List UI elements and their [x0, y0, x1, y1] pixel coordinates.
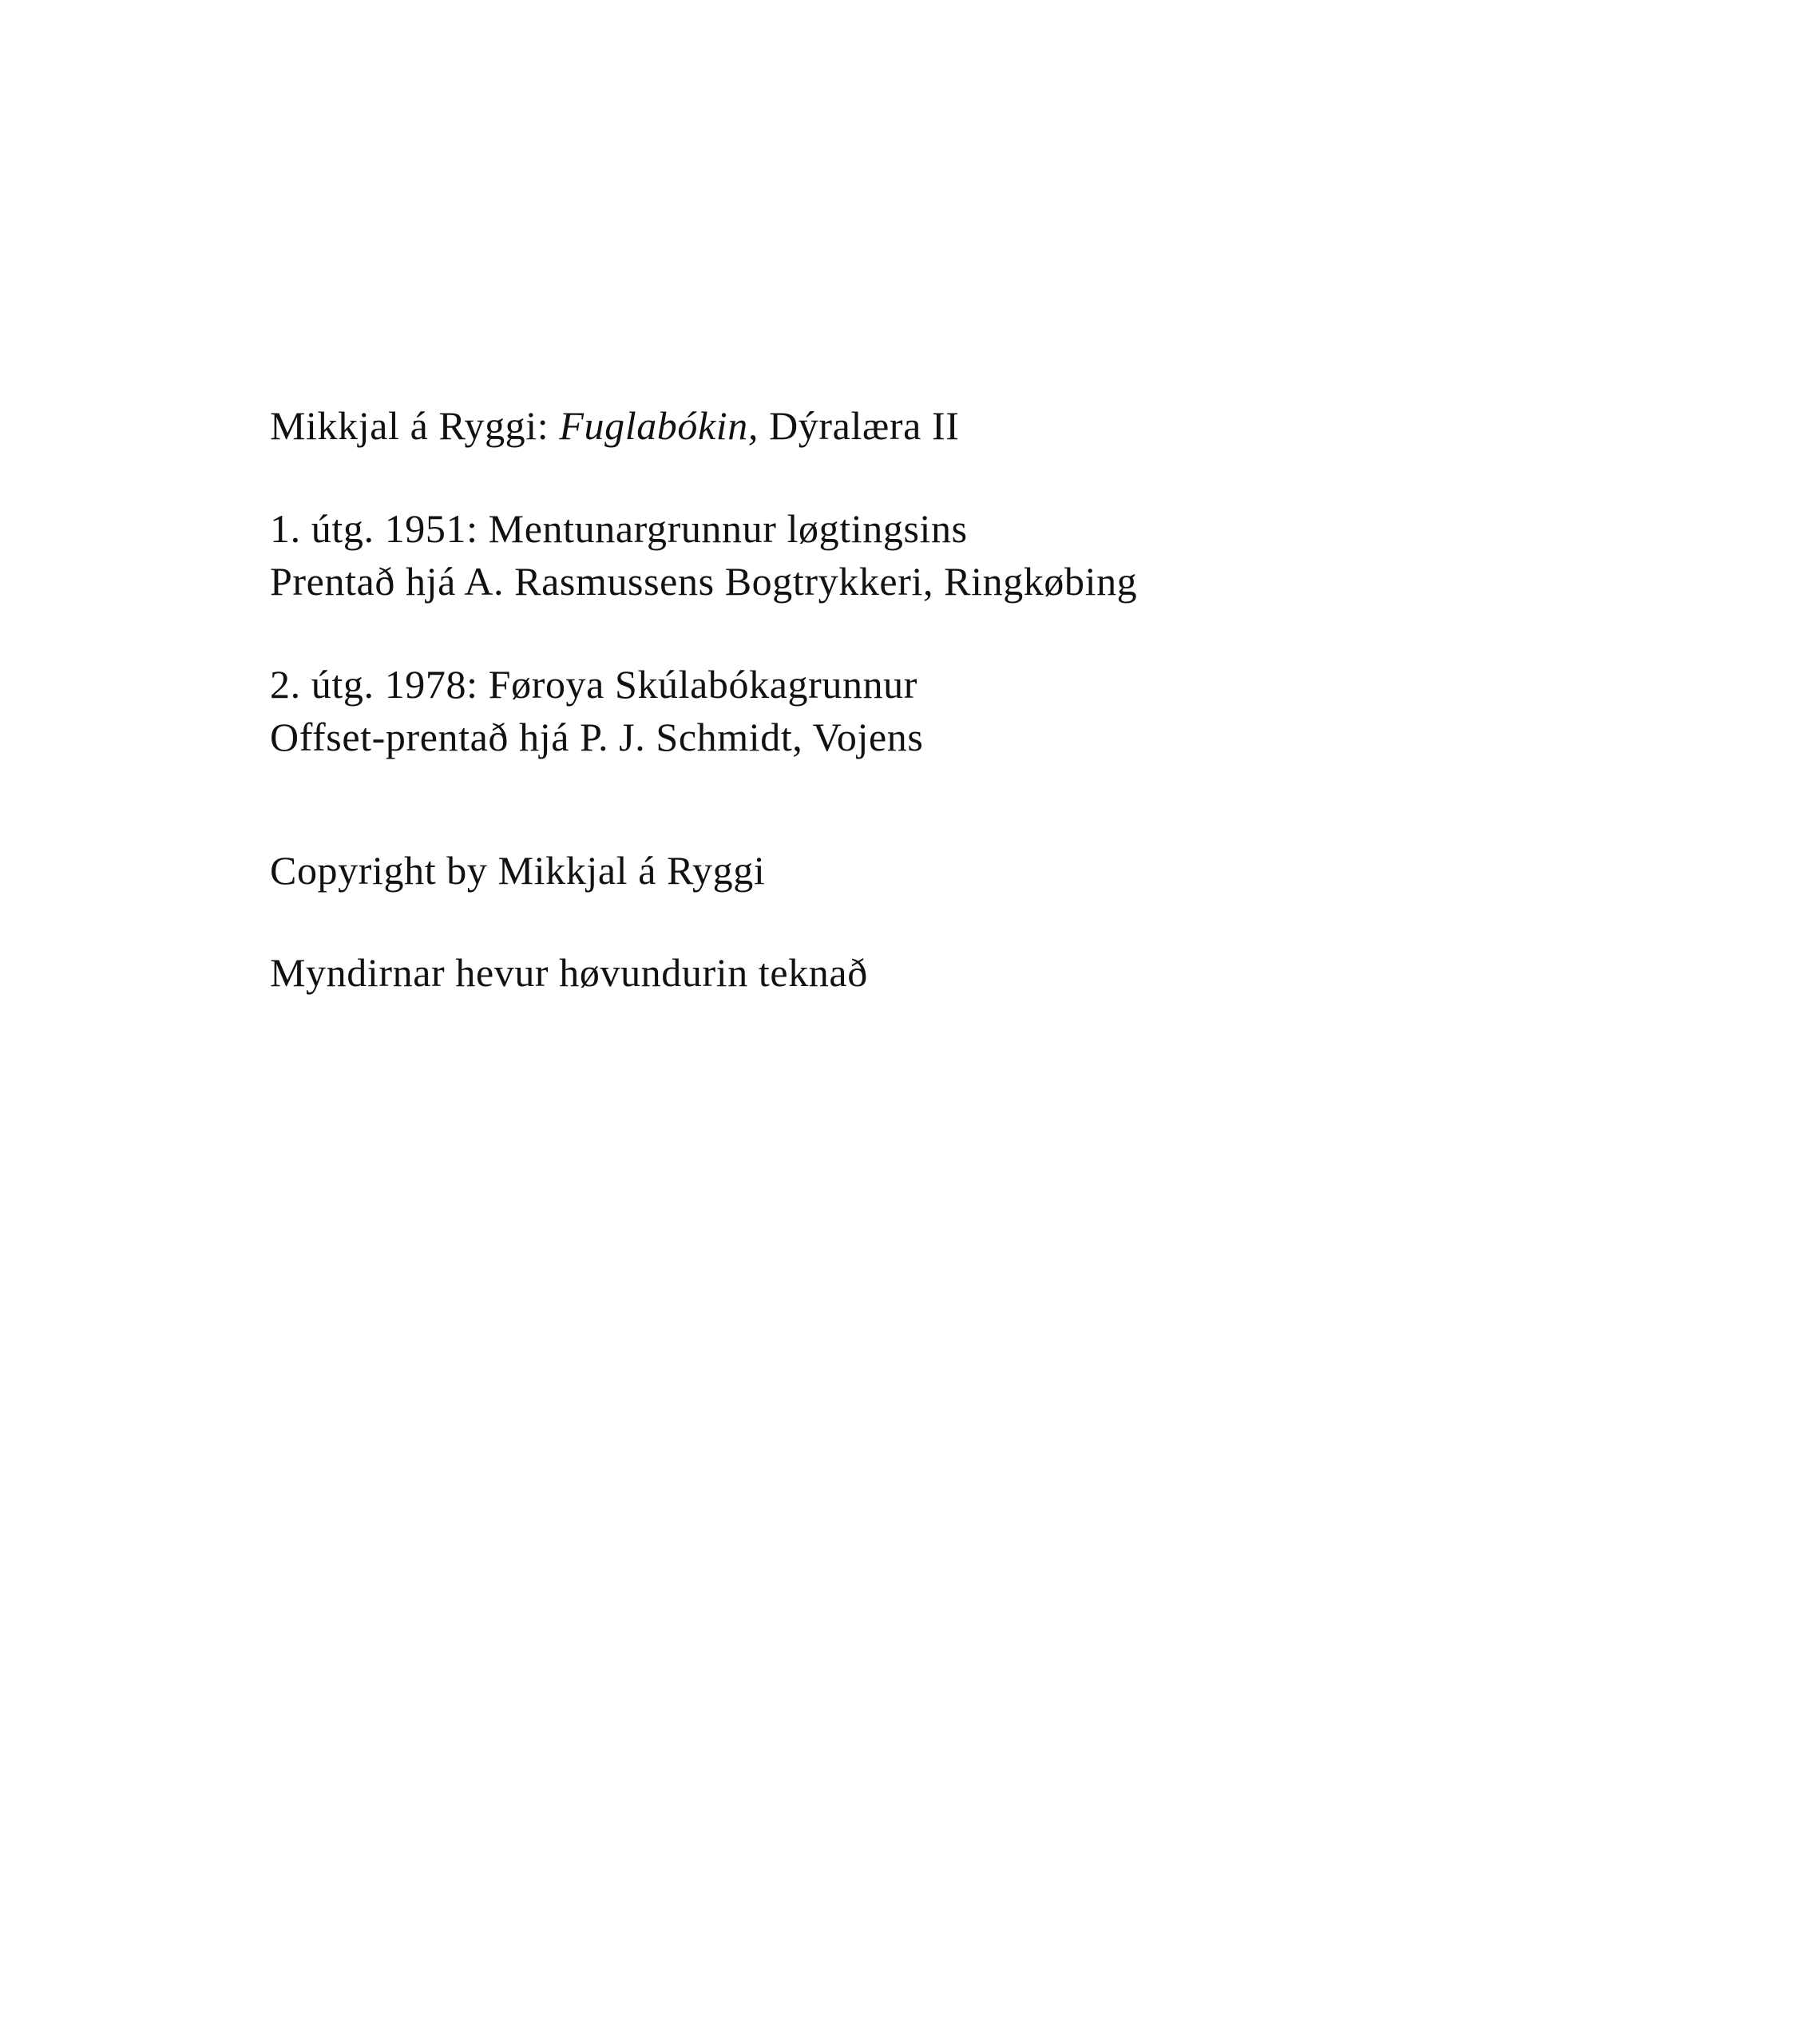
- first-edition-line2: Prentað hjá A. Rasmussens Bogtrykkeri, Ringkøbing: [270, 559, 1138, 604]
- illustration-credit-block: [270, 946, 1548, 1000]
- author-name: Mikkjal á Ryggi:: [270, 403, 549, 448]
- copyright-line: Copyright by Mikkjal á Ryggi: [270, 847, 766, 893]
- book-title: Fuglabókin,: [559, 403, 759, 448]
- second-edition-line2: Offset-prentað hjá P. J. Schmidt, Vojens: [270, 715, 924, 759]
- author-title-block: [270, 399, 1548, 453]
- second-edition-block: [270, 658, 1548, 764]
- copyright-block: [270, 844, 1548, 897]
- author-title-line: [270, 399, 1548, 453]
- illustration-credit-line: Myndirnar hevur høvundurin teknað: [270, 950, 868, 995]
- first-edition-line1: 1. útg. 1951: Mentunargrunnur løgtingsins: [270, 505, 968, 551]
- series-name: Dýralæra II: [769, 403, 960, 448]
- first-edition-block: [270, 502, 1548, 608]
- second-edition-line1: 2. útg. 1978: Føroya Skúlabókagrunnur: [270, 661, 918, 707]
- colophon-block: [270, 399, 1548, 1000]
